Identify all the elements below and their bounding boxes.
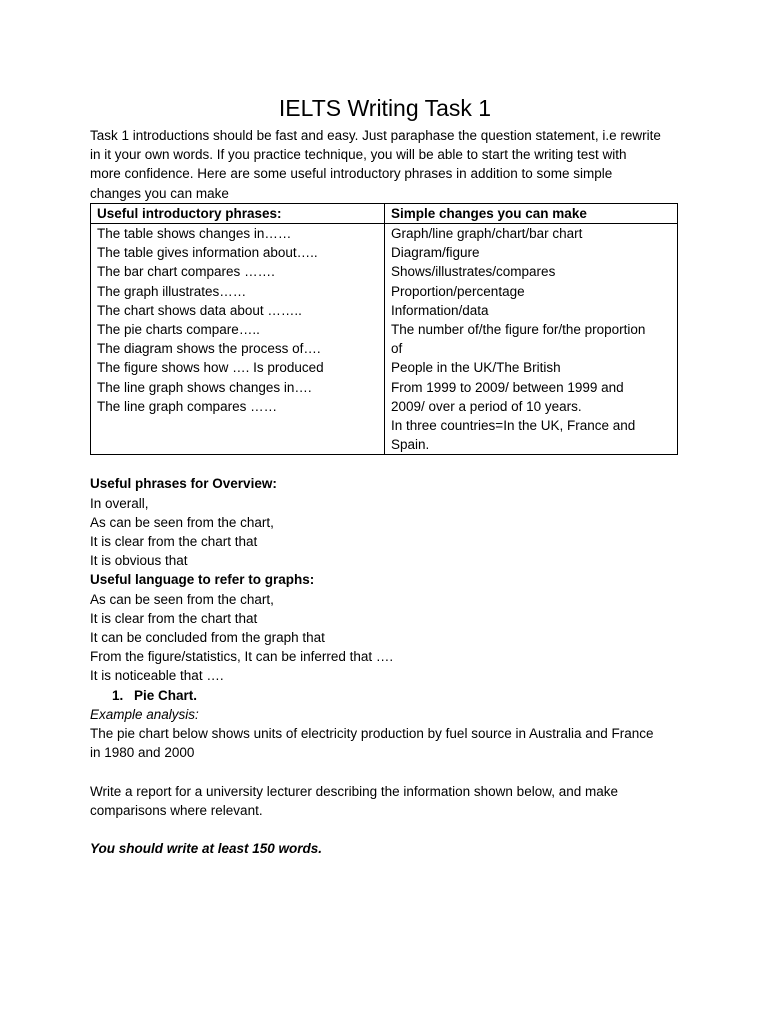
change-item: The number of/the figure for/the proportion bbox=[391, 322, 646, 338]
graphs-language-phrase: As can be seen from the chart, bbox=[90, 591, 274, 607]
graphs-language-heading: Useful language to refer to graphs: bbox=[90, 572, 315, 588]
question-line: in 1980 and 2000 bbox=[90, 745, 195, 761]
phrases-table bbox=[90, 203, 678, 456]
change-item: Spain. bbox=[391, 437, 430, 453]
phrase-item: The bar chart compares ……. bbox=[97, 264, 275, 280]
spacer bbox=[90, 763, 680, 782]
overview-phrase: It is obvious that bbox=[90, 553, 188, 569]
graphs-language-phrase: It is clear from the chart that bbox=[90, 610, 258, 626]
phrase-item: The chart shows data about …….. bbox=[97, 302, 302, 318]
phrase-item: The diagram shows the process of…. bbox=[97, 341, 321, 357]
word-limit-note: You should write at least 150 words. bbox=[90, 840, 323, 856]
question-line: The pie chart below shows units of electricity production by fuel source in Australia and France bbox=[90, 726, 654, 742]
table-header-cell: Useful introductory phrases: bbox=[91, 203, 385, 223]
intro-line: changes you can make bbox=[90, 185, 229, 201]
change-item: From 1999 to 2009/ between 1999 and bbox=[391, 379, 624, 395]
intro-line: Task 1 introductions should be fast and easy. Just paraphase the question statement, i.e rewrite bbox=[90, 128, 661, 143]
change-item: In three countries=In the UK, France and bbox=[391, 418, 636, 434]
intro-line: more confidence. Here are some useful introductory phrases in addition to some simple bbox=[90, 166, 613, 182]
change-item: Graph/line graph/chart/bar chart bbox=[391, 226, 583, 242]
phrase-item: The line graph shows changes in…. bbox=[97, 379, 312, 395]
change-item: People in the UK/The British bbox=[391, 360, 561, 376]
spacer bbox=[90, 820, 680, 839]
question-statement bbox=[90, 724, 680, 762]
overview-heading: Useful phrases for Overview: bbox=[90, 476, 277, 492]
change-item: Information/data bbox=[391, 302, 489, 318]
example-analysis-label: Example analysis: bbox=[90, 706, 199, 722]
change-item: Shows/illustrates/compares bbox=[391, 264, 556, 280]
phrase-item: The table shows changes in…… bbox=[97, 226, 292, 242]
phrase-item: The graph illustrates…… bbox=[97, 283, 247, 299]
overview-section bbox=[90, 474, 680, 570]
phrase-item: The pie charts compare….. bbox=[97, 322, 260, 338]
graphs-language-phrase: It is noticeable that …. bbox=[90, 668, 224, 684]
table-header-cell: Simple changes you can make bbox=[385, 203, 678, 223]
phrase-item: The table gives information about….. bbox=[97, 245, 318, 261]
change-item: of bbox=[391, 341, 403, 357]
intro-line: in it your own words. If you practice technique, you will be able to start the writing test with bbox=[90, 147, 627, 163]
task-line: Write a report for a university lecturer describing the information shown below, and make bbox=[90, 783, 619, 799]
overview-phrase: In overall, bbox=[90, 495, 149, 511]
numbered-list-item bbox=[90, 686, 680, 705]
intro-paragraph bbox=[90, 126, 680, 203]
graphs-language-phrase: It can be concluded from the graph that bbox=[90, 630, 325, 646]
table-header-row bbox=[91, 203, 678, 223]
document-page bbox=[90, 92, 680, 858]
simple-changes-cell bbox=[385, 224, 678, 455]
overview-phrase: As can be seen from the chart, bbox=[90, 514, 274, 530]
list-item-label: Pie Chart. bbox=[134, 687, 198, 703]
change-item: Proportion/percentage bbox=[391, 283, 525, 299]
change-item: Diagram/figure bbox=[391, 245, 480, 261]
introductory-phrases-cell bbox=[91, 224, 385, 455]
phrase-item: The line graph compares …… bbox=[97, 398, 278, 414]
graphs-language-section bbox=[90, 570, 680, 685]
table-row bbox=[91, 224, 678, 455]
task-line: comparisons where relevant. bbox=[90, 802, 263, 818]
overview-phrase: It is clear from the chart that bbox=[90, 534, 258, 550]
page-title: IELTS Writing Task 1 bbox=[278, 95, 492, 121]
graphs-language-phrase: From the figure/statistics, It can be inferred that …. bbox=[90, 649, 394, 665]
phrase-item: The figure shows how …. Is produced bbox=[97, 360, 324, 376]
list-number: 1. bbox=[112, 687, 124, 703]
change-item: 2009/ over a period of 10 years. bbox=[391, 398, 582, 414]
task-instruction bbox=[90, 782, 680, 820]
